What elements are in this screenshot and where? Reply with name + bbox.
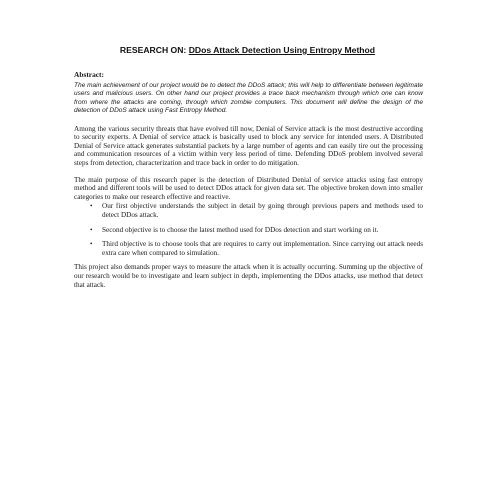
title-prefix: RESEARCH ON: — [119, 45, 189, 55]
bullet-icon: • — [90, 202, 93, 211]
closing-paragraph: This project also demands proper ways to measure the attack when it is actually occurring. Summing up the objective of our research would be to investigate and learn subject in depth, implementing the DDos attacks, use method that detect that attack. — [74, 263, 423, 289]
abstract-text: The main achievement of our project would be to detect the DDoS attack; this will help to differentiate between legitimate users and malicious users. On other hand our project provides a trace back mechanism through which one can know from where the attacks are coming, through which zombie computers. This document will define the design of the detection of DDoS attack using Fast Entropy Method. — [74, 82, 423, 115]
document-body — [74, 70, 423, 297]
list-item — [90, 225, 423, 235]
list-item — [90, 240, 423, 257]
bullet-icon: • — [90, 240, 93, 249]
body-paragraph-2: The main purpose of this research paper is the detection of Distributed Denial of service attacks using fast entropy method and different tools will be used to detect DDos attack for given data set. The objective broken down into smaller categories to make our research effective and reactive. — [74, 175, 423, 201]
title-topic: DDos Attack Detection Using Entropy Method — [188, 45, 376, 55]
list-item — [90, 202, 423, 219]
objective-text-2: Second objective is to choose the latest method used for DDos detection and start working on it. — [102, 225, 379, 234]
body-paragraph-1: Among the various security threats that have evolved till now, Denial of Service attack is the most destructive according to security experts. A Denial of service attack is basically used to block any service for intended users. A Distributed Denial of Service attack generates substantial packets by a large number of agents and can easily tire out the processing and communication resources of a victim within very less period of time. Defending DDoS problem involved several steps from detection, characterization and trace back in order to do mitigation. — [74, 124, 423, 167]
page-title — [0, 45, 495, 55]
objective-text-1: Our first objective understands the subject in detail by going through previous papers and methods used to detect DDos attack. — [102, 202, 423, 219]
bullet-icon: • — [90, 225, 93, 234]
abstract-heading: Abstract: — [74, 70, 104, 79]
objectives-list — [74, 202, 423, 257]
objective-text-3: Third objective is to choose tools that are requires to carry out implementation. Since carrying out attack needs extra care when compared to simulation. — [102, 240, 423, 257]
